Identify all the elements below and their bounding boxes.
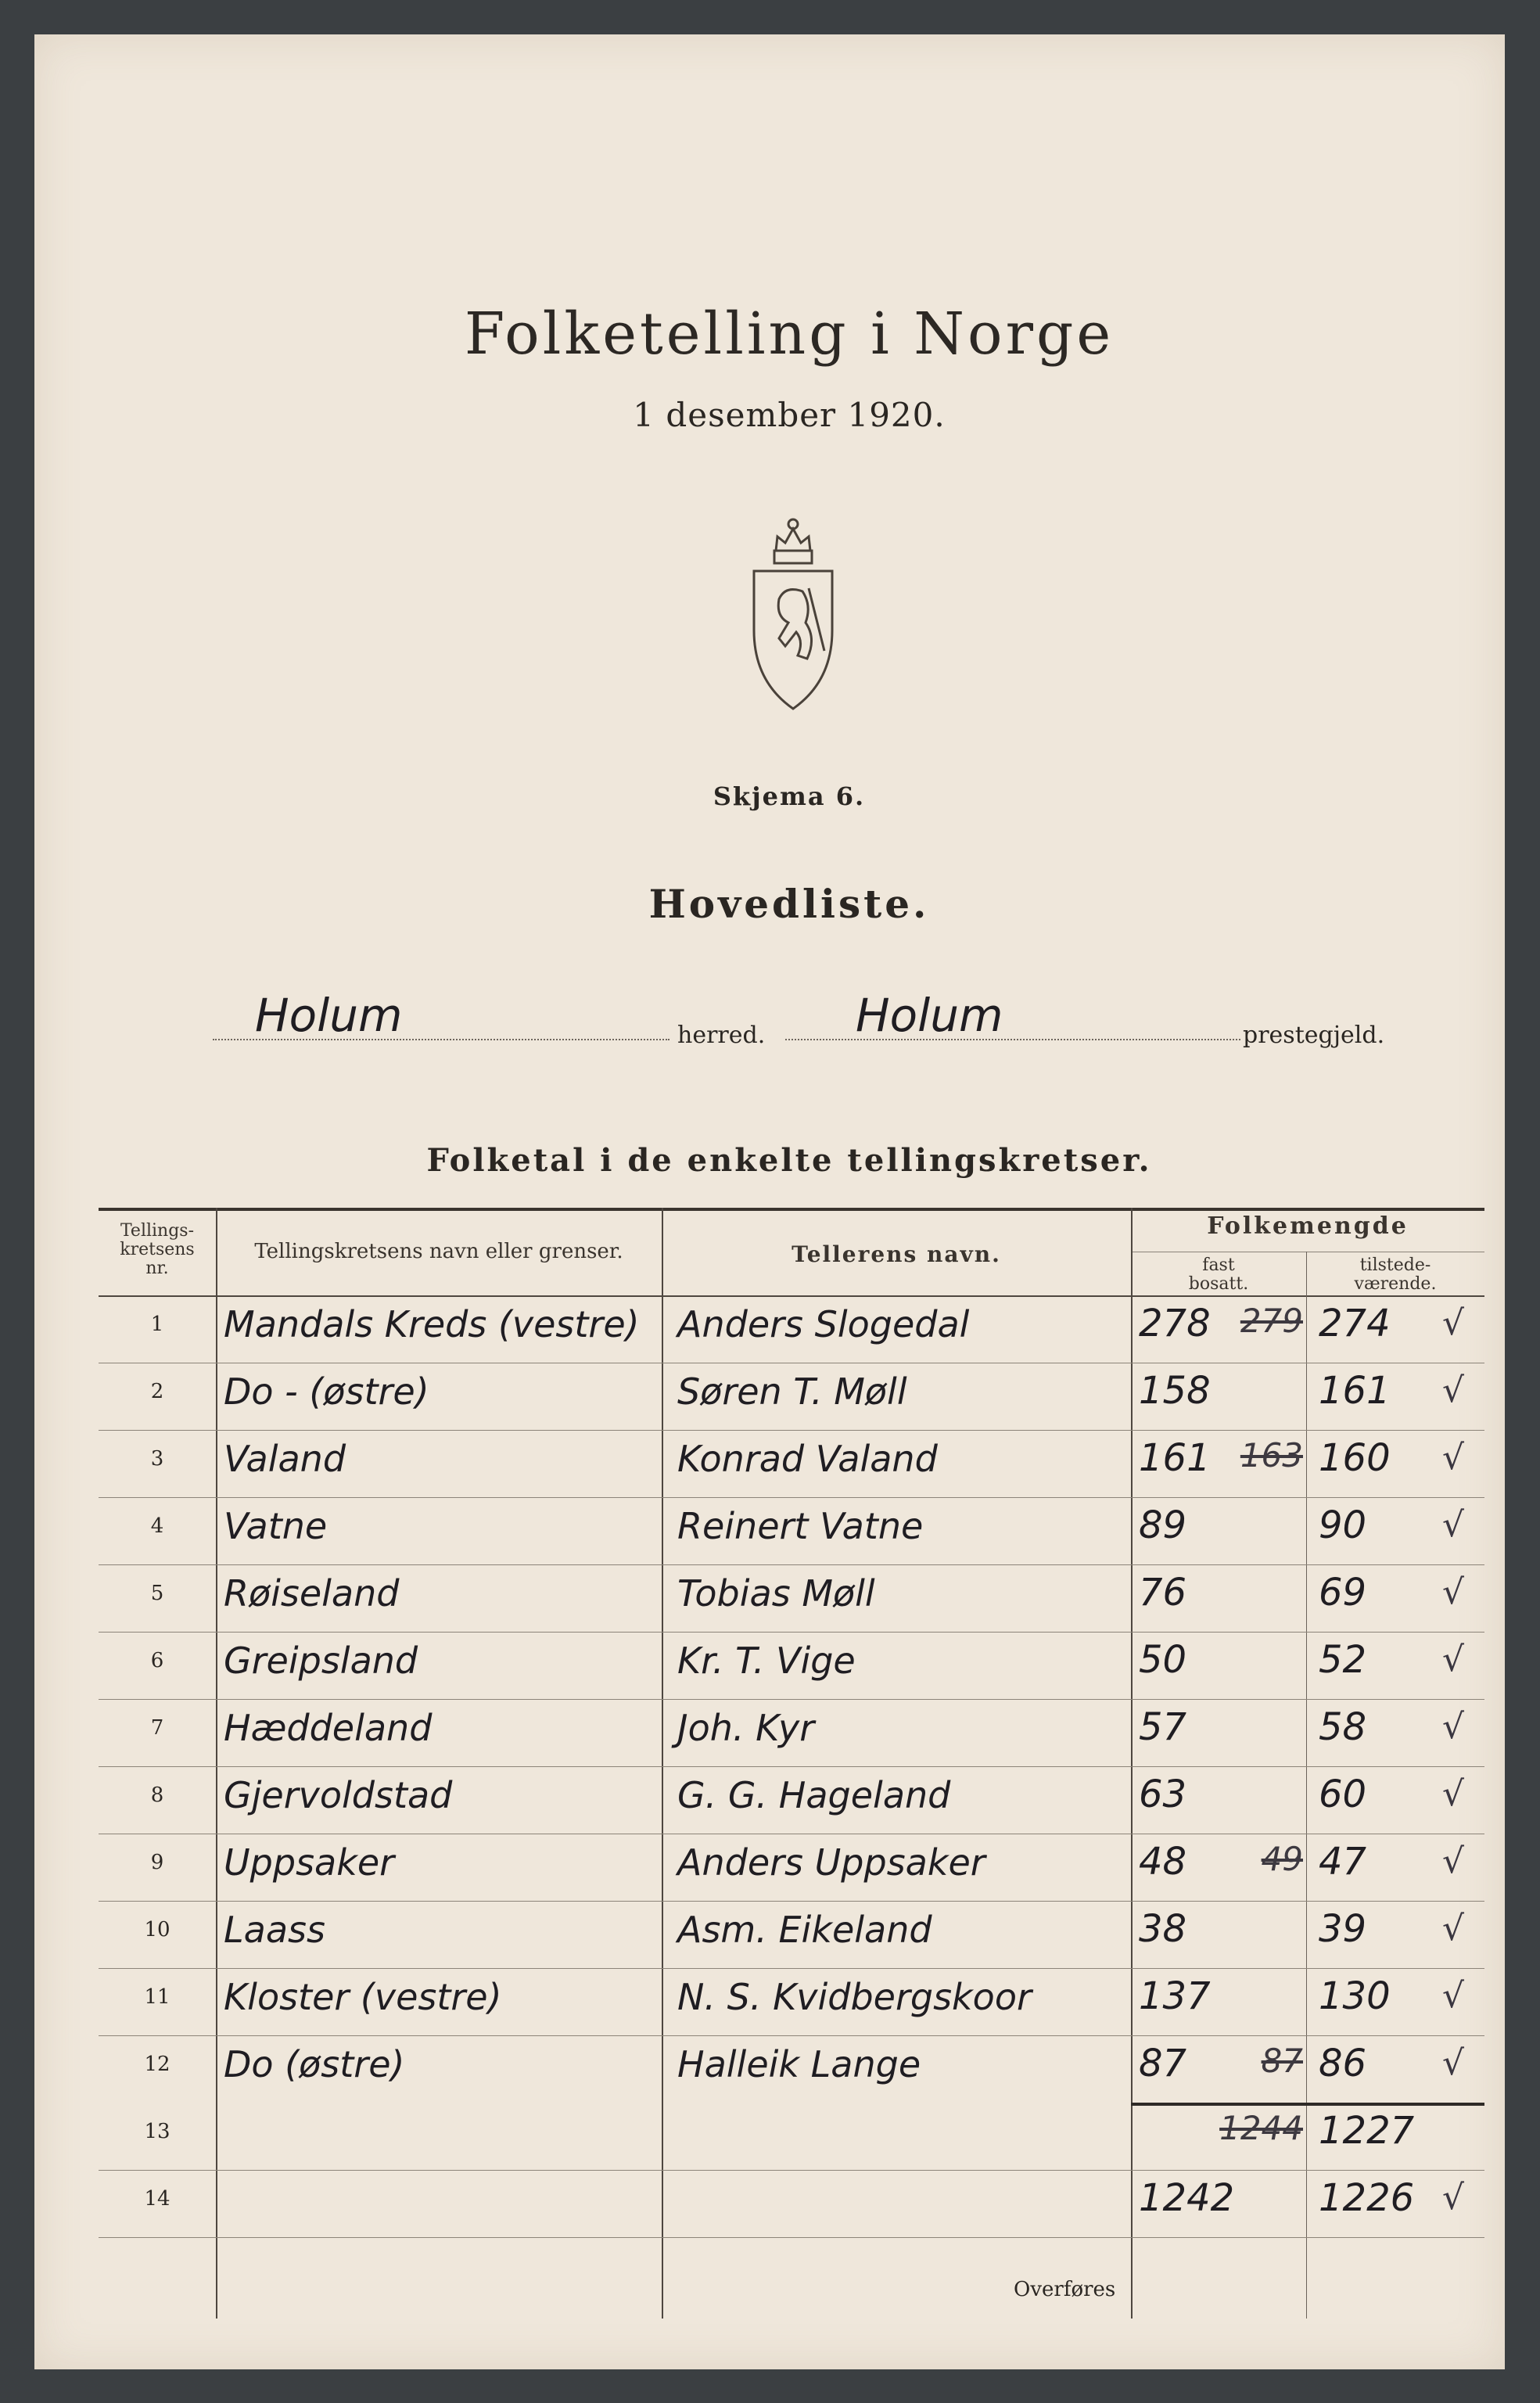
row-number: 9 bbox=[150, 1851, 164, 1874]
table-row bbox=[99, 1363, 1484, 1430]
row-number: 14 bbox=[144, 2187, 171, 2211]
row-number: 12 bbox=[144, 2053, 171, 2076]
krets-name: Valand bbox=[224, 1438, 346, 1480]
tilstede-value: 130 bbox=[1319, 1974, 1391, 2018]
check-mark-icon: √ bbox=[1442, 1909, 1465, 1949]
row-number: 13 bbox=[144, 2120, 171, 2143]
tilstede-value: 52 bbox=[1319, 1638, 1367, 1682]
fast-bosatt-value: 87 bbox=[1139, 2042, 1187, 2085]
tilstede-value: 161 bbox=[1319, 1369, 1391, 1413]
teller-name: Konrad Valand bbox=[677, 1438, 938, 1480]
row-number: 6 bbox=[150, 1649, 164, 1672]
check-mark-icon: √ bbox=[1442, 1774, 1465, 1814]
table-row bbox=[99, 2035, 1484, 2103]
prestegjeld-line bbox=[785, 1037, 1240, 1040]
fast-bosatt-struck: 279 bbox=[1240, 1302, 1303, 1340]
overfores-label: Overføres bbox=[1014, 2278, 1116, 2301]
check-mark-icon: √ bbox=[1442, 1505, 1465, 1545]
tilstede-value: 160 bbox=[1319, 1436, 1391, 1480]
tilstede-value: 39 bbox=[1319, 1907, 1367, 1951]
teller-name: Reinert Vatne bbox=[677, 1505, 924, 1547]
row-number: 7 bbox=[150, 1716, 164, 1740]
teller-name: Anders Uppsaker bbox=[677, 1841, 985, 1884]
fast-bosatt-value: 50 bbox=[1139, 1638, 1187, 1682]
table-row bbox=[99, 1295, 1484, 1363]
census-date: 1 desember 1920. bbox=[633, 396, 946, 434]
check-mark-icon: √ bbox=[1442, 1572, 1465, 1612]
teller-name: Halleik Lange bbox=[677, 2043, 921, 2085]
herred-label: herred. bbox=[677, 1022, 766, 1049]
prestegjeld-label: prestegjeld. bbox=[1243, 1022, 1385, 1049]
check-mark-icon: √ bbox=[1442, 1370, 1465, 1410]
table-row bbox=[99, 1766, 1484, 1834]
teller-name: G. G. Hageland bbox=[677, 1774, 951, 1816]
table-row bbox=[99, 1564, 1484, 1632]
tilstede-value: 69 bbox=[1319, 1571, 1367, 1615]
table-top-rule bbox=[99, 1208, 1484, 1211]
col-header-krets: Tellingskretsens navn eller grenser. bbox=[254, 1240, 623, 1263]
col-header-tilstede: tilstede- værende. bbox=[1354, 1255, 1437, 1294]
krets-name: Vatne bbox=[224, 1505, 328, 1547]
table-heading: Folketal i de enkelte tellingskretser. bbox=[426, 1142, 1152, 1179]
fast-bosatt-value: 89 bbox=[1139, 1503, 1187, 1547]
herred-value: Holum bbox=[255, 989, 403, 1042]
table-row bbox=[99, 1968, 1484, 2035]
fast-bosatt-struck: 1244 bbox=[1219, 2109, 1303, 2147]
check-mark-icon: √ bbox=[1442, 2043, 1465, 2083]
teller-name: Kr. T. Vige bbox=[677, 1640, 856, 1682]
col-header-folkemengde: Folkemengde bbox=[1207, 1212, 1409, 1240]
fast-bosatt-value: 63 bbox=[1139, 1773, 1187, 1816]
table-row bbox=[99, 1901, 1484, 1968]
tilstede-value: 47 bbox=[1319, 1840, 1367, 1884]
fast-bosatt-value: 76 bbox=[1139, 1571, 1187, 1615]
row-number: 5 bbox=[150, 1582, 164, 1605]
table-row bbox=[99, 2103, 1484, 2170]
check-mark-icon: √ bbox=[1442, 2178, 1465, 2218]
teller-name: Joh. Kyr bbox=[677, 1707, 815, 1749]
fast-bosatt-value: 158 bbox=[1139, 1369, 1211, 1413]
krets-name: Uppsaker bbox=[224, 1841, 395, 1884]
krets-name: Gjervoldstad bbox=[224, 1774, 453, 1816]
table-row bbox=[99, 1632, 1484, 1699]
fast-bosatt-value: 38 bbox=[1139, 1907, 1187, 1951]
check-mark-icon: √ bbox=[1442, 1438, 1465, 1478]
fast-bosatt-value: 161 bbox=[1139, 1436, 1211, 1480]
teller-name: Søren T. Møll bbox=[677, 1370, 907, 1413]
krets-name: Do (østre) bbox=[224, 2043, 405, 2085]
fast-bosatt-struck: 49 bbox=[1261, 1840, 1303, 1878]
fast-bosatt-struck: 163 bbox=[1240, 1436, 1303, 1474]
tilstede-value: 58 bbox=[1319, 1705, 1367, 1749]
fast-bosatt-value: 278 bbox=[1139, 1302, 1211, 1345]
col-header-teller: Tellerens navn. bbox=[792, 1241, 1001, 1267]
krets-name: Kloster (vestre) bbox=[224, 1976, 502, 2018]
census-table bbox=[99, 1208, 1484, 2319]
row-number: 1 bbox=[150, 1313, 164, 1336]
krets-name: Røiseland bbox=[224, 1572, 400, 1615]
fast-bosatt-value: 57 bbox=[1139, 1705, 1187, 1749]
fast-bosatt-struck: 87 bbox=[1261, 2042, 1303, 2080]
document-title: Hovedliste. bbox=[648, 881, 930, 927]
col-header-fast: fast bosatt. bbox=[1188, 1255, 1249, 1294]
fast-bosatt-value: 1242 bbox=[1139, 2176, 1235, 2220]
teller-name: Asm. Eikeland bbox=[677, 1909, 932, 1951]
table-row bbox=[99, 1834, 1484, 1901]
tilstede-value: 60 bbox=[1319, 1773, 1367, 1816]
krets-name: Mandals Kreds (vestre) bbox=[224, 1303, 640, 1345]
row-number: 11 bbox=[144, 1985, 171, 2009]
table-row bbox=[99, 1430, 1484, 1497]
coat-of-arms-icon bbox=[731, 513, 856, 713]
krets-name: Laass bbox=[224, 1909, 325, 1951]
krets-name: Do - (østre) bbox=[224, 1370, 429, 1413]
tilstede-value: 1226 bbox=[1319, 2176, 1415, 2220]
table-row bbox=[99, 1497, 1484, 1564]
fast-bosatt-value: 137 bbox=[1139, 1974, 1211, 2018]
tilstede-value: 274 bbox=[1319, 1302, 1391, 1345]
col-header-nr: Tellings- kretsens nr. bbox=[120, 1221, 195, 1278]
form-number: Skjema 6. bbox=[713, 781, 866, 811]
row-number: 8 bbox=[150, 1783, 164, 1807]
check-mark-icon: √ bbox=[1442, 1707, 1465, 1747]
check-mark-icon: √ bbox=[1442, 1640, 1465, 1679]
fast-bosatt-value: 48 bbox=[1139, 1840, 1187, 1884]
row-rule bbox=[99, 2237, 1484, 2238]
prestegjeld-value: Holum bbox=[856, 989, 1003, 1042]
tilstede-value: 1227 bbox=[1319, 2109, 1415, 2153]
row-number: 10 bbox=[144, 1918, 171, 1941]
table-row bbox=[99, 1699, 1484, 1766]
krets-name: Hæddeland bbox=[224, 1707, 433, 1749]
row-number: 3 bbox=[150, 1447, 164, 1471]
teller-name: N. S. Kvidbergskoor bbox=[677, 1976, 1032, 2018]
krets-name: Greipsland bbox=[224, 1640, 418, 1682]
check-mark-icon: √ bbox=[1442, 1841, 1465, 1881]
table-row bbox=[99, 2170, 1484, 2237]
tilstede-value: 86 bbox=[1319, 2042, 1367, 2085]
teller-name: Tobias Møll bbox=[677, 1572, 875, 1615]
check-mark-icon: √ bbox=[1442, 1976, 1465, 2016]
row-number: 4 bbox=[150, 1514, 164, 1538]
check-mark-icon: √ bbox=[1442, 1303, 1465, 1343]
tilstede-value: 90 bbox=[1319, 1503, 1367, 1547]
census-form-page bbox=[34, 34, 1505, 2369]
teller-name: Anders Slogedal bbox=[677, 1303, 970, 1345]
row-number: 2 bbox=[150, 1380, 164, 1403]
form-title: Folketelling i Norge bbox=[464, 300, 1115, 368]
